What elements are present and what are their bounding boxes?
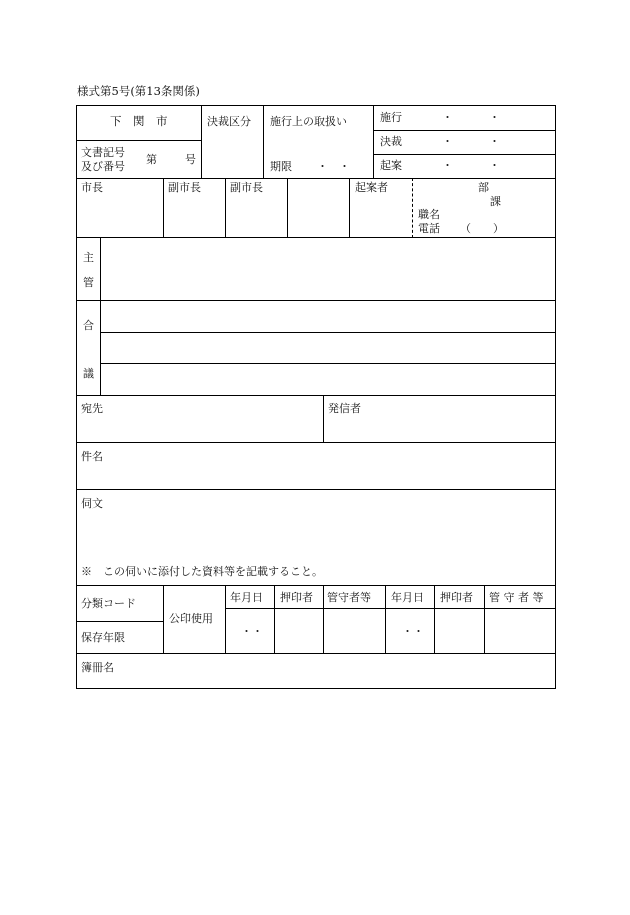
drafted-date-dot-2: ・ xyxy=(489,159,500,172)
sealer-header-2: 押印者 xyxy=(440,591,473,604)
consultation-char-1: 合 xyxy=(83,319,94,332)
enforcement-date-dot-1: ・ xyxy=(442,111,453,124)
form-number-title: 様式第5号(第13条関係) xyxy=(77,84,200,98)
section-label: 課 xyxy=(490,195,501,208)
mayor-label: 市長 xyxy=(81,181,103,194)
inquiry-note: ※ この伺いに添付した資料等を記載すること。 xyxy=(81,565,323,578)
enforcement-date-label: 施行 xyxy=(380,111,402,124)
decision-type-label: 決裁区分 xyxy=(207,115,251,128)
decision-date-dot-2: ・ xyxy=(489,135,500,148)
deadline-dots: ・ ・ xyxy=(317,160,350,173)
handling-label: 施行上の取扱い xyxy=(270,115,347,128)
addressee-label: 宛先 xyxy=(81,402,103,415)
ledger-name-label: 簿冊名 xyxy=(81,661,114,674)
seal-date-header-1: 年月日 xyxy=(230,591,263,604)
seal-date-dots-2: ・・ xyxy=(402,625,424,638)
decision-date-label: 決裁 xyxy=(380,135,402,148)
consultation-char-2: 議 xyxy=(83,367,94,380)
deputy-mayor-label-1: 副市長 xyxy=(168,181,201,194)
decision-date-dot-1: ・ xyxy=(442,135,453,148)
supervisor-char-1: 主 xyxy=(83,251,94,264)
seal-date-dots-1: ・・ xyxy=(241,625,263,638)
department-label: 部 xyxy=(478,181,489,194)
sender-label: 発信者 xyxy=(328,402,361,415)
custodian-header-2: 管 守 者 等 xyxy=(489,591,544,604)
inquiry-label: 伺文 xyxy=(81,497,103,510)
deputy-mayor-label-2: 副市長 xyxy=(230,181,263,194)
classification-code-label: 分類コード xyxy=(81,597,136,610)
phone-label: 電話 xyxy=(418,222,440,235)
drafter-label: 起案者 xyxy=(355,181,388,194)
official-seal-use-label: 公印使用 xyxy=(169,612,213,625)
seal-date-header-2: 年月日 xyxy=(391,591,424,604)
subject-label: 件名 xyxy=(81,450,103,463)
enforcement-date-dot-2: ・ xyxy=(489,111,500,124)
custodian-header-1: 管守者等 xyxy=(327,591,371,604)
phone-extension: （ ） xyxy=(460,222,504,235)
drafted-date-dot-1: ・ xyxy=(442,159,453,172)
position-label: 職名 xyxy=(418,208,440,221)
drafted-date-label: 起案 xyxy=(380,159,402,172)
supervisor-char-2: 管 xyxy=(83,276,94,289)
doc-number-dai: 第 xyxy=(146,153,157,166)
doc-number-label-line2: 及び番号 xyxy=(81,160,125,173)
doc-number-label-line1: 文書記号 xyxy=(81,146,125,159)
retention-years-label: 保存年限 xyxy=(81,631,125,644)
sealer-header-1: 押印者 xyxy=(280,591,313,604)
deadline-label: 期限 xyxy=(270,160,292,173)
doc-number-go: 号 xyxy=(185,153,196,166)
city-name: 下 関 市 xyxy=(110,114,168,128)
